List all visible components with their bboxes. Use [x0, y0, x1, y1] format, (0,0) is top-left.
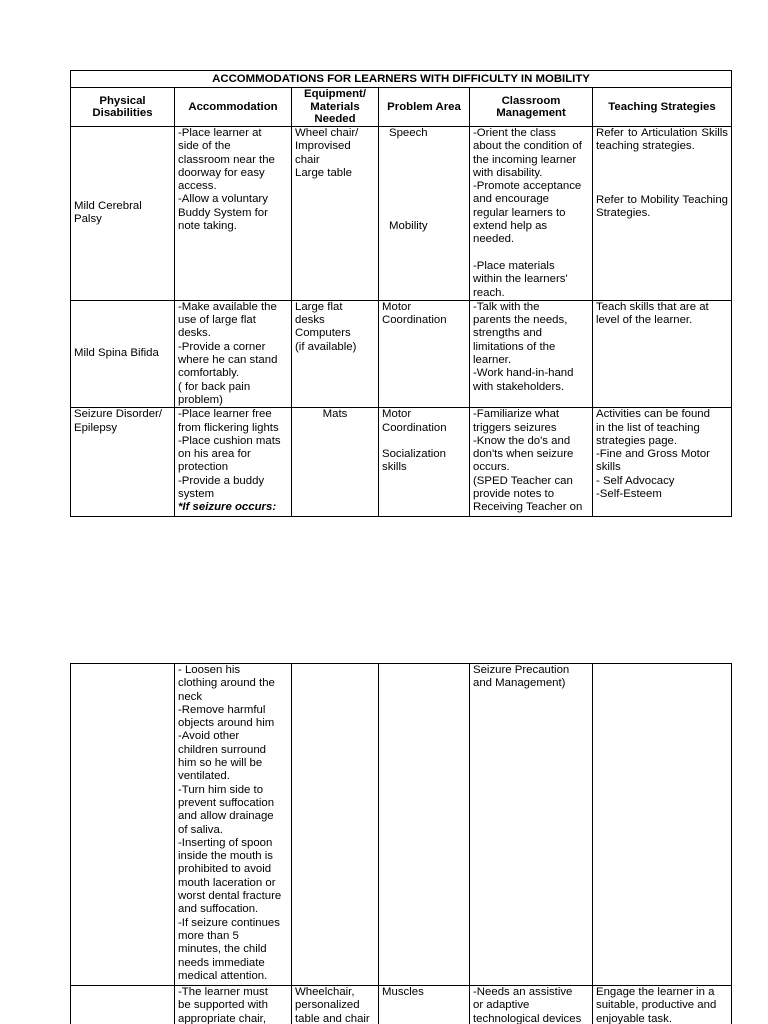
disability-cell	[71, 986, 175, 1024]
equipment-cell	[292, 664, 379, 986]
accommodation-cell	[175, 408, 292, 517]
teaching-strategies-cell: Activities can be found in the list of teaching strategies page. -Fine and Gross Motor skills - Self Advocacy -Self-Esteem	[593, 408, 732, 517]
problem-area-mobility: Mobility	[389, 220, 428, 233]
classroom-management-cell: Seizure Precaution and Management)	[470, 664, 593, 986]
strategy-articulation: Refer to Articulation Skills teaching strategies.	[596, 127, 729, 153]
header-classroom-management: Classroom Management	[470, 88, 593, 127]
table-row	[71, 127, 732, 301]
accommodations-table	[70, 70, 732, 517]
header-accommodation: Accommodation	[175, 88, 292, 127]
accommodation-text: -Place learner free from flickering lights -Place cushion mats on his area for protection -Provide a buddy system	[178, 408, 281, 501]
disability-cell: Seizure Disorder/ Epilepsy	[71, 408, 175, 517]
problem-area-cell	[379, 127, 470, 301]
accommodation-cell: -Place learner at side of the classroom near the doorway for easy access. -Allow a voluntary Buddy System for note taking.	[175, 127, 292, 301]
table-row	[71, 664, 732, 986]
teaching-strategies-cell	[593, 127, 732, 301]
accommodation-cell: -The learner must be supported with appropriate chair,	[175, 986, 292, 1024]
accommodation-cell: - Loosen his clothing around the neck -Remove harmful objects around him -Avoid other children surround him so he will be ventilated. -Turn him side to prevent suffocation and allow drainage of saliva. -Inserting of spoon inside the mouth is prohibited to avoid mouth laceration or worst dental fracture and suffocation. -If seizure continues more than 5 minutes, the child needs immediate medical attention.	[175, 664, 292, 986]
accommodation-cell: -Make available the use of large flat desks. -Provide a corner where he can stand comfortably. ( for back pain problem)	[175, 300, 292, 407]
teaching-strategies-cell	[593, 664, 732, 986]
classroom-management-cell: -Needs an assistive or adaptive technological devices	[470, 986, 593, 1024]
strategy-mobility: Refer to Mobility Teaching Strategies.	[596, 193, 729, 219]
classroom-management-cell: -Talk with the parents the needs, strengths and limitations of the learner. -Work hand-in-hand with stakeholders.	[470, 300, 593, 407]
disability-cell: Mild Spina Bifida	[71, 300, 175, 407]
header-equipment: Equipment/ Materials Needed	[292, 88, 379, 127]
classroom-management-cell: -Orient the class about the condition of the incoming learner with disability. -Promote acceptance and encourage regular learners to extend help as needed. -Place materials within the learners' reach.	[470, 127, 593, 301]
accommodations-table-continued	[70, 663, 732, 1024]
table-row	[71, 408, 732, 517]
classroom-management-cell: -Familiarize what triggers seizures -Know the do's and don'ts when seizure occurs. (SPED Teacher can provide notes to Receiving Teacher on	[470, 408, 593, 517]
equipment-cell: Mats	[292, 408, 379, 517]
table-row	[71, 300, 732, 407]
problem-area-speech: Speech	[389, 127, 428, 139]
table-title: ACCOMMODATIONS FOR LEARNERS WITH DIFFICULTY IN MOBILITY	[71, 71, 732, 88]
header-physical-disabilities: Physical Disabilities	[71, 88, 175, 127]
header-teaching-strategies: Teaching Strategies	[593, 88, 732, 127]
problem-area-cell	[379, 664, 470, 986]
seizure-occurs-heading: *If seizure occurs:	[178, 501, 277, 514]
problem-area-cell: Motor Coordination	[379, 300, 470, 407]
disability-cell	[71, 664, 175, 986]
problem-area-cell: Motor Coordination Socialization skills	[379, 408, 470, 517]
problem-area-cell: Muscles	[379, 986, 470, 1024]
equipment-cell: Wheelchair, personalized table and chair	[292, 986, 379, 1024]
equipment-cell: Wheel chair/ Improvised chair Large table	[292, 127, 379, 301]
header-problem-area: Problem Area	[379, 88, 470, 127]
teaching-strategies-cell: Teach skills that are at level of the learner.	[593, 300, 732, 407]
disability-cell: Mild Cerebral Palsy	[71, 127, 175, 301]
equipment-cell: Large flat desks Computers (if available)	[292, 300, 379, 407]
teaching-strategies-cell: Engage the learner in a suitable, productive and enjoyable task.	[593, 986, 732, 1024]
table-row	[71, 986, 732, 1024]
